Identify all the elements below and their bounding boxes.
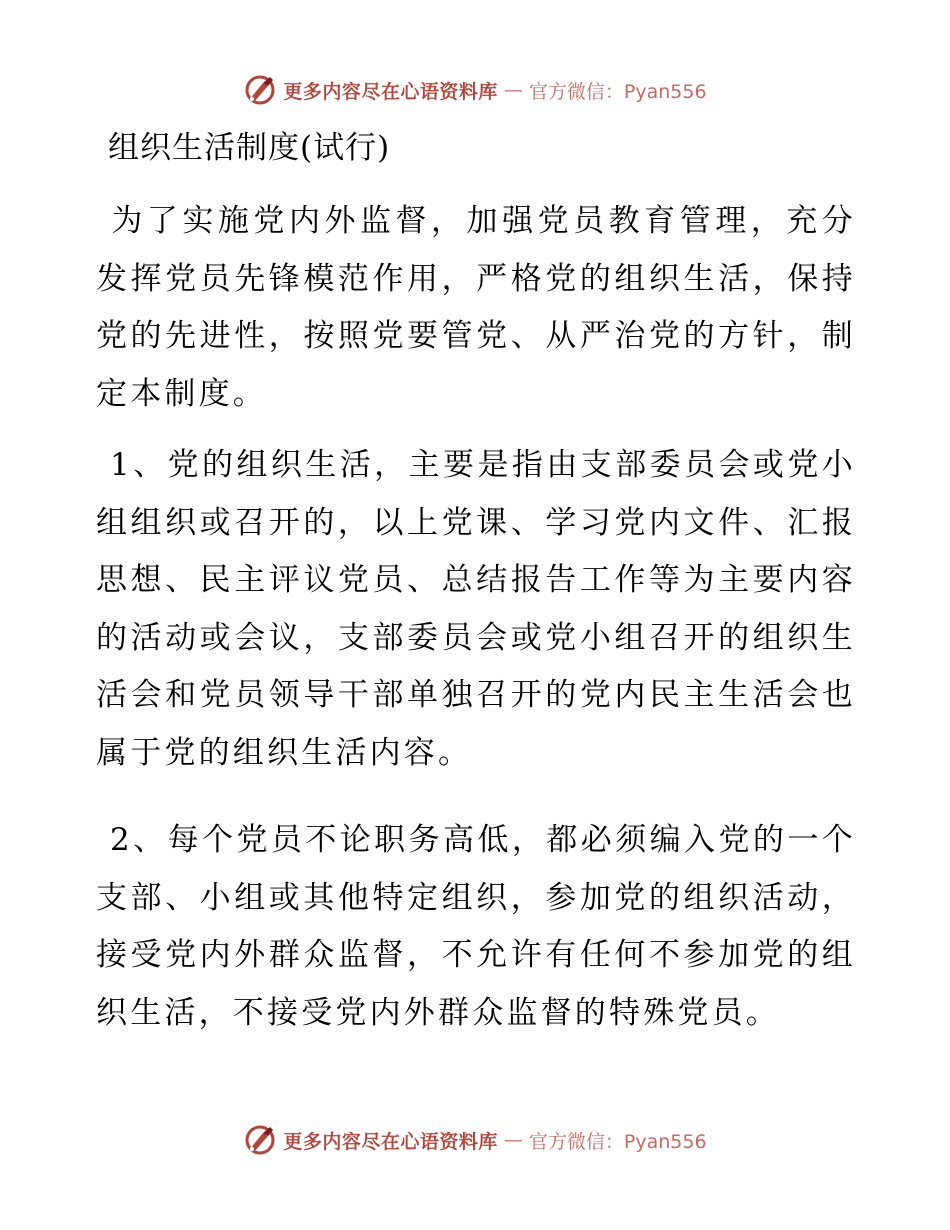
watermark-wechat-text: 官方微信：Pyan556 — [528, 80, 707, 103]
paragraph-item-1-text: 1、党的组织生活，主要是指由支部委员会或党小组组织或召开的，以上党课、学习党内文件、汇报思想、民主评议党员、总结报告工作等为主要内容的活动或会议，支部委员会或党小组召开的组织生活会和党员领导干部单独召开的党内民主生活会也属于党的组织生活内容。 — [96, 447, 856, 771]
paragraph-intro — [96, 193, 856, 423]
brush-pen-logo-icon — [243, 73, 277, 107]
document-title: 组织生活制度(试行) — [108, 130, 391, 166]
watermark-separator: — — [503, 1129, 523, 1151]
watermark-site-text: 更多内容尽在心语资料库 — [283, 80, 498, 103]
watermark-site-text: 更多内容尽在心语资料库 — [283, 1130, 498, 1153]
brush-pen-logo-icon — [243, 1123, 277, 1157]
watermark-banner-bottom — [0, 1120, 950, 1160]
watermark-separator: — — [503, 79, 523, 101]
watermark-banner-top — [0, 70, 950, 110]
watermark-wechat-text: 官方微信：Pyan556 — [528, 1130, 707, 1153]
paragraph-intro-text: 为了实施党内外监督，加强党员教育管理，充分发挥党员先锋模范作用，严格党的组织生活，保持党的先进性，按照党要管党、从严治党的方针，制定本制度。 — [96, 203, 856, 412]
paragraph-item-2 — [96, 812, 856, 1042]
paragraph-item-2-text: 2、每个党员不论职务高低，都必须编入党的一个支部、小组或其他特定组织，参加党的组织活动，接受党内外群众监督，不允许有任何不参加党的组织生活，不接受党内外群众监督的特殊党员。 — [96, 822, 856, 1031]
paragraph-item-1 — [96, 437, 856, 782]
